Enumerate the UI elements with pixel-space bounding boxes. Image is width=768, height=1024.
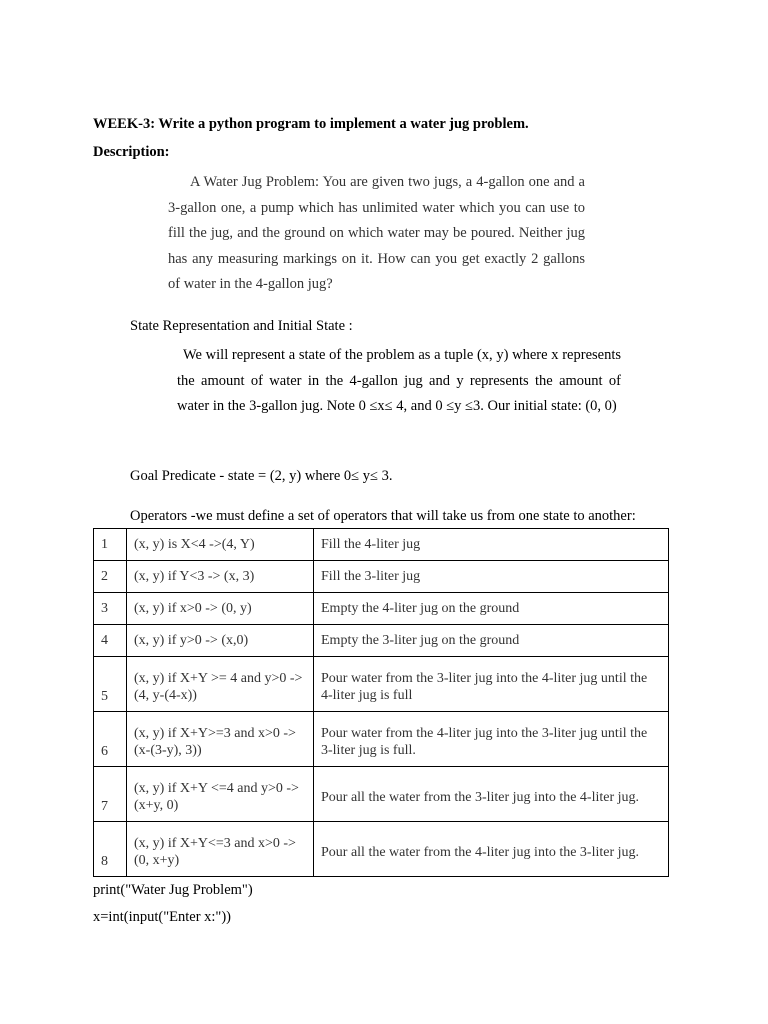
operators-heading: Operators -we must define a set of operators that will take us from one state to another:	[130, 508, 636, 524]
row-number: 8	[94, 822, 127, 877]
table-row	[94, 712, 669, 767]
row-number: 1	[94, 529, 127, 561]
rule-cell: (x, y) if X+Y >= 4 and y>0 -> (4, y-(4-x))	[127, 657, 314, 712]
rule-cell: (x, y) is X<4 ->(4, Y)	[127, 529, 314, 561]
state-paragraph	[177, 343, 621, 420]
row-number: 6	[94, 712, 127, 767]
description-text: A Water Jug Problem: You are given two jugs, a 4-gallon one and a 3-gallon one, a pump which has unlimited water which you can use to fill the jug, and the ground on which water may be poured. Neither jug has any measuring markings on it. How can you get exactly 2 gallons of water in the 4-gallon jug?	[168, 174, 585, 292]
action-cell: Fill the 3-liter jug	[314, 561, 669, 593]
rule-cell: (x, y) if X+Y <=4 and y>0 -> (x+y, 0)	[127, 767, 314, 822]
table-row	[94, 767, 669, 822]
action-cell: Fill the 4-liter jug	[314, 529, 669, 561]
action-cell: Empty the 3-liter jug on the ground	[314, 625, 669, 657]
goal-predicate: Goal Predicate - state = (2, y) where 0≤ y≤ 3.	[130, 468, 393, 484]
table-row	[94, 529, 669, 561]
rule-cell: (x, y) if y>0 -> (x,0)	[127, 625, 314, 657]
state-heading: State Representation and Initial State :	[130, 318, 353, 334]
row-number: 4	[94, 625, 127, 657]
row-number: 5	[94, 657, 127, 712]
row-number: 7	[94, 767, 127, 822]
state-text: We will represent a state of the problem as a tuple (x, y) where x represents the amount of water in the 4-gallon jug and y represents the amount of water in the 3-gallon jug. Note 0 ≤x≤ 4, and 0 ≤y ≤3. Our initial state: (0, 0)	[177, 347, 621, 414]
operators-table	[93, 528, 669, 877]
page-title: WEEK-3: Write a python program to implement a water jug problem.	[93, 116, 529, 132]
table-row	[94, 657, 669, 712]
action-cell: Pour water from the 3-liter jug into the 4-liter jug until the 4-liter jug is full	[314, 657, 669, 712]
description-label: Description:	[93, 144, 170, 160]
row-number: 2	[94, 561, 127, 593]
action-cell: Pour water from the 4-liter jug into the 3-liter jug until the 3-liter jug is full.	[314, 712, 669, 767]
action-cell: Pour all the water from the 4-liter jug into the 3-liter jug.	[314, 822, 669, 877]
rule-cell: (x, y) if x>0 -> (0, y)	[127, 593, 314, 625]
code-line: x=int(input("Enter x:"))	[93, 909, 231, 925]
action-cell: Pour all the water from the 3-liter jug into the 4-liter jug.	[314, 767, 669, 822]
rule-cell: (x, y) if X+Y<=3 and x>0 -> (0, x+y)	[127, 822, 314, 877]
table-row	[94, 561, 669, 593]
row-number: 3	[94, 593, 127, 625]
rule-cell: (x, y) if Y<3 -> (x, 3)	[127, 561, 314, 593]
action-cell: Empty the 4-liter jug on the ground	[314, 593, 669, 625]
code-line: print("Water Jug Problem")	[93, 882, 253, 898]
description-paragraph	[168, 170, 585, 298]
table-row	[94, 822, 669, 877]
table-row	[94, 625, 669, 657]
table-row	[94, 593, 669, 625]
rule-cell: (x, y) if X+Y>=3 and x>0 -> (x-(3-y), 3))	[127, 712, 314, 767]
